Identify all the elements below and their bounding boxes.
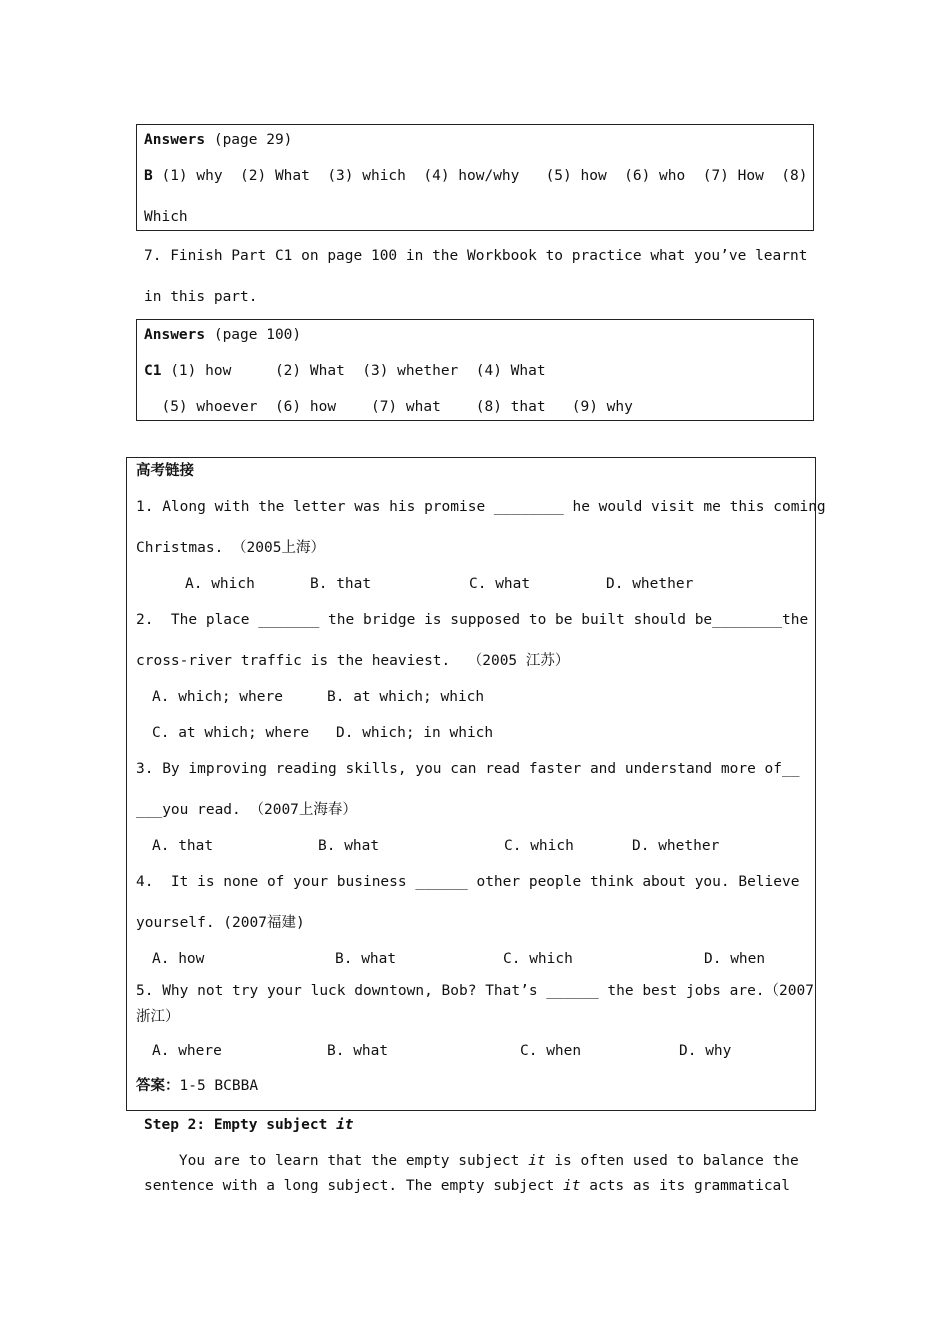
q1-option-c: C. what — [469, 576, 531, 592]
q1-line1: 1. Along with the letter was his promise ________ he would visit me this coming — [136, 499, 826, 515]
item-7-line2: in this part. — [144, 289, 258, 305]
q3-line1: 3. By improving reading skills, you can read faster and understand more of__ — [136, 761, 800, 777]
q3-option-d: D. whether — [632, 838, 720, 854]
step-2-paragraph-line2: sentence with a long subject. The empty subject it acts as its grammatical — [144, 1178, 791, 1194]
answers-title-page-29: Answers (page 29) — [144, 132, 293, 148]
q1-line2: Christmas. （2005上海） — [136, 540, 325, 556]
q4-option-c: C. which — [503, 951, 573, 967]
q4-option-a: A. how — [152, 951, 205, 967]
q2-option-c: C. at which; where — [152, 725, 310, 741]
q4-line2: yourself. (2007福建) — [136, 915, 305, 931]
gaokao-heading: 高考链接 — [136, 462, 194, 479]
q5-line1: 5. Why not try your luck downtown, Bob? That’s ______ the best jobs are.（2007 — [136, 983, 814, 999]
answers-line-page-100: C1 (1) how (2) What (3) whether (4) What — [144, 363, 546, 379]
q3-line2: ___you read. （2007上海春） — [136, 802, 357, 818]
q1-option-b: B. that — [310, 576, 372, 592]
gaokao-answer-key: 答案：1-5 BCBBA — [136, 1077, 259, 1094]
q3-option-b: B. what — [318, 838, 380, 854]
q5-option-d: D. why — [679, 1043, 732, 1059]
answers-line-page-29: B (1) why (2) What (3) which (4) how/why (5) how (6) who (7) How (8) — [144, 168, 808, 184]
q2-option-a: A. which; where — [152, 689, 283, 705]
item-7-line1: 7. Finish Part C1 on page 100 in the Workbook to practice what you’ve learnt — [144, 248, 808, 264]
q2-option-b: B. at which; which — [327, 689, 485, 705]
q4-option-d: D. when — [704, 951, 766, 967]
answers-title-page-100: Answers (page 100) — [144, 327, 302, 343]
step-2-paragraph-line1: You are to learn that the empty subject it is often used to balance the — [144, 1153, 799, 1169]
q2-line1: 2. The place _______ the bridge is supposed to be built should be________the — [136, 612, 809, 628]
q2-option-d: D. which; in which — [336, 725, 494, 741]
q3-option-a: A. that — [152, 838, 214, 854]
q3-option-c: C. which — [504, 838, 574, 854]
q5-option-c: C. when — [520, 1043, 582, 1059]
q5-line2: 浙江） — [136, 1009, 180, 1025]
q4-line1: 4. It is none of your business ______ other people think about you. Believe — [136, 874, 800, 890]
q4-option-b: B. what — [335, 951, 397, 967]
q5-option-a: A. where — [152, 1043, 222, 1059]
answers-line2-page-29: Which — [144, 209, 188, 225]
q1-option-d: D. whether — [606, 576, 694, 592]
q5-option-b: B. what — [327, 1043, 389, 1059]
answers-line2-page-100: (5) whoever (6) how (7) what (8) that (9) why — [144, 399, 633, 415]
step-2-heading: Step 2: Empty subject it — [144, 1117, 354, 1133]
q2-line2: cross-river traffic is the heaviest. （2005 江苏） — [136, 653, 570, 669]
q1-option-a: A. which — [185, 576, 255, 592]
